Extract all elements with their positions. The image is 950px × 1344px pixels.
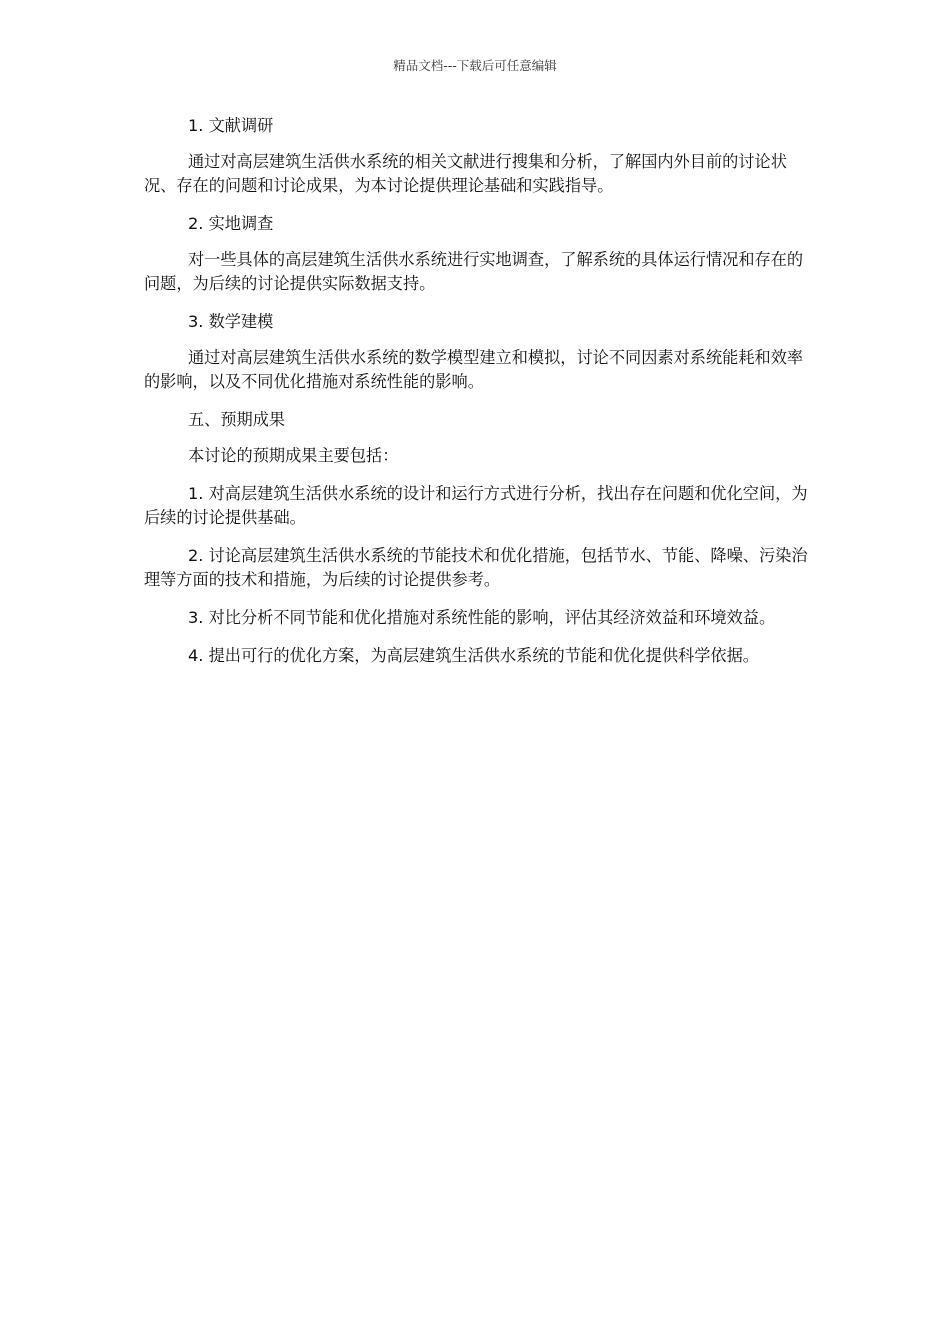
list-item-result-1: 1. 对高层建筑生活供水系统的设计和运行方式进行分析，找出存在问题和优化空间，为后续的讨论提供基础。 (144, 484, 808, 527)
section-heading-mathematical-modeling: 3. 数学建模 (188, 312, 274, 331)
section-heading-expected-results: 五、预期成果 (188, 410, 286, 429)
list-item-result-3: 3. 对比分析不同节能和优化措施对系统性能的影响，评估其经济效益和环境效益。 (188, 608, 776, 627)
paragraph-field-investigation: 对一些具体的高层建筑生活供水系统进行实地调查，了解系统的具体运行情况和存在的问题，为后续的讨论提供实际数据支持。 (144, 250, 804, 293)
paragraph-mathematical-modeling: 通过对高层建筑生活供水系统的数学模型建立和模拟，讨论不同因素对系统能耗和效率的影响，以及不同优化措施对系统性能的影响。 (144, 348, 804, 391)
paragraph-literature-review: 通过对高层建筑生活供水系统的相关文献进行搜集和分析，了解国内外目前的讨论状况、存在的问题和讨论成果，为本讨论提供理论基础和实践指导。 (144, 152, 787, 195)
list-item-result-4: 4. 提出可行的优化方案，为高层建筑生活供水系统的节能和优化提供科学依据。 (188, 646, 759, 665)
paragraph-expected-results-intro: 本讨论的预期成果主要包括： (188, 446, 399, 465)
section-heading-literature-review: 1. 文献调研 (188, 116, 274, 135)
list-item-result-2: 2. 讨论高层建筑生活供水系统的节能技术和优化措施，包括节水、节能、降噪、污染治理等方面的技术和措施，为后续的讨论提供参考。 (144, 546, 808, 589)
page-header: 精品文档---下载后可任意编辑 (393, 58, 557, 73)
section-heading-field-investigation: 2. 实地调查 (188, 214, 274, 233)
document-body (144, 114, 808, 682)
